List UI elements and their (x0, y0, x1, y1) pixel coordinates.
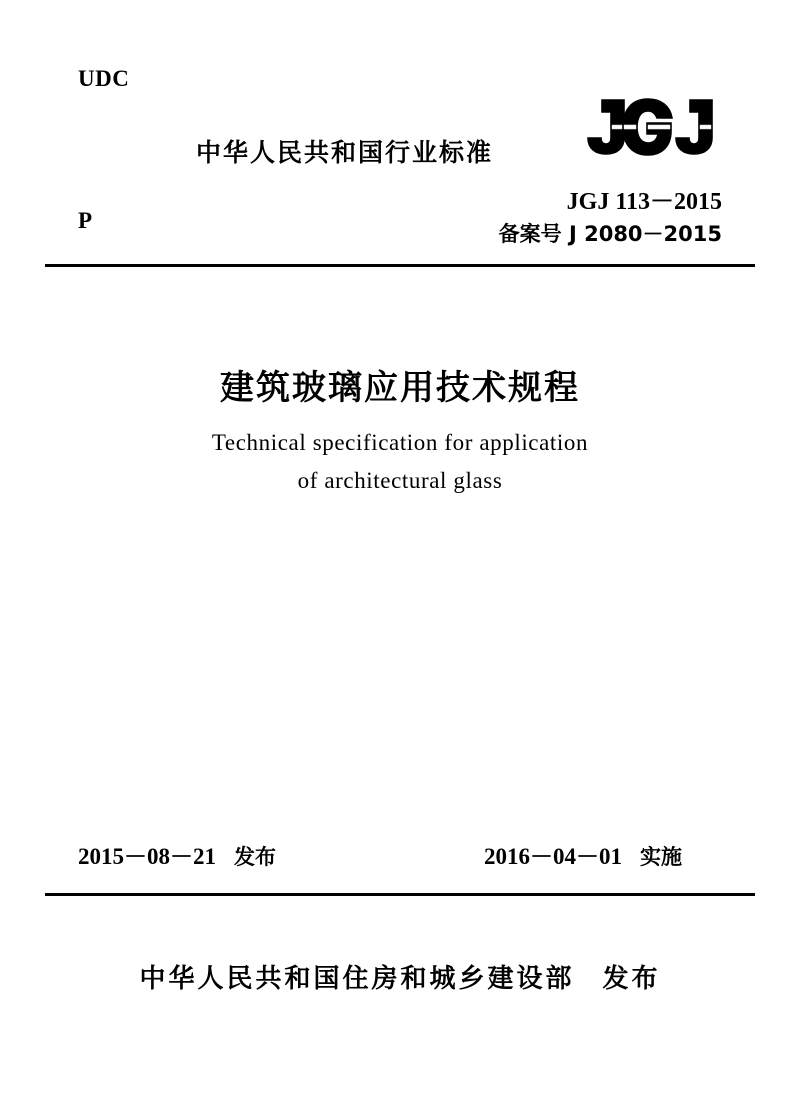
record-number: 备案号 J 2080－2015 (498, 222, 722, 246)
header-divider (45, 264, 755, 267)
jgj-logo-icon (572, 96, 724, 158)
document-title-cn: 建筑玻璃应用技术规程 (220, 368, 580, 408)
standard-series-title: 中华人民共和国行业标准 (196, 138, 494, 167)
issue-date: 2015－08－21 (78, 844, 216, 869)
document-title-en (0, 424, 800, 500)
document-title-en-line2: of architectural glass (297, 468, 503, 493)
standard-number-block (499, 186, 722, 250)
standard-number: JGJ 113－2015 (566, 189, 722, 215)
footer-divider (45, 893, 755, 896)
effective-date-word: 实施 (640, 845, 682, 869)
udc-label: UDC (78, 66, 130, 91)
classification-code: P (78, 208, 93, 233)
issue-date-word: 发布 (234, 845, 276, 869)
document-title-en-line1: Technical specification for application (211, 430, 589, 455)
publisher-word: 发布 (602, 964, 661, 994)
effective-date-block (484, 838, 682, 871)
publisher-name: 中华人民共和国住房和城乡建设部 (139, 964, 575, 994)
effective-date: 2016－04－01 (484, 844, 622, 869)
publisher-block (0, 958, 800, 995)
issue-date-block (78, 838, 276, 871)
